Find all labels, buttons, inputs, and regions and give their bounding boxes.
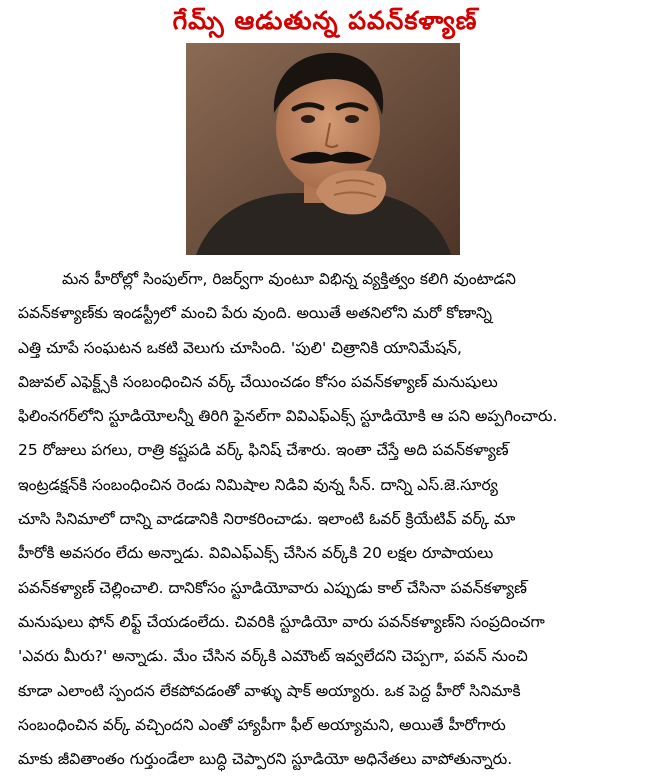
- headline: గేమ్స్ ఆడుతున్న పవన్‌కళ్యాణ్: [172, 6, 478, 35]
- article-line: పవన్‌కళ్యాణ్ చెల్లించాలి. దానికోసం స్టూడియోవారు ఎప్పుడు కాల్ చేసినా పవన్‌కళ్యాణ్: [18, 578, 527, 597]
- article-line: ఎత్తి చూపే సంఘటన ఒకటి వెలుగు చూసింది. 'పులి' చిత్రానికి యానిమేషన్,: [18, 338, 462, 357]
- article-line: పవన్‌కళ్యాణ్‌కు ఇండస్ట్రీలో మంచి పేరు వుంది. అయితే అతనిలోని మరో కోణాన్ని: [18, 304, 493, 323]
- portrait-photo: [186, 43, 460, 255]
- article-line: 'ఎవరు మీరు?' అన్నాడు. మేం చేసిన వర్క్‌కి ఎమౌంట్ ఇవ్వలేదని చెప్పగా, పవన్ నుంచి: [18, 647, 528, 666]
- article-line: ఇంట్రడక్షన్‌కి సంబంధించిన రెండు నిమిషాల నిడివి వున్న సీన్. దాన్ని ఎస్.జె.సూర్య: [18, 475, 498, 494]
- article-line: చూసి సినిమాలో దాన్ని వాడడానికి నిరాకరించాడు. ఇలాంటి ఓవర్ క్రియేటివ్ వర్క్ మా: [18, 510, 516, 529]
- article-line: కూడా ఎలాంటి స్పందన లేకపోవడంతో వాళ్ళు షాక్ అయ్యారు. ఒక పెద్ద హీరో సినిమాకి: [18, 681, 521, 700]
- article-line: విజువల్ ఎఫెక్ట్స్‌కి సంబంధించిన వర్క్ చేయించడం కోసం పవన్‌కళ్యాణ్ మనుషులు: [18, 372, 498, 391]
- article-line: మన హీరోల్లో సింపుల్‌గా, రిజర్వ్‌గా వుంటూ విభిన్న వ్యక్తిత్వం కలిగి వుంటాడని: [62, 270, 516, 288]
- article-line: మాకు జీవితాంతం గుర్తుండేలా బుద్ధి చెప్పారని స్టూడియో అధినేతలు వాపోతున్నారు.: [18, 750, 513, 769]
- article-line: ఫిలింనగర్‌లోని స్టూడియోలన్నీ తిరిగి ఫైనల్‌గా వివిఎఫ్ఎక్స్ స్టూడియోకి ఆ పని అప్పగించారు.: [18, 407, 558, 426]
- article-line: 25 రోజులు పగలు, రాత్రి కష్టపడి వర్క్ ఫినిష్ చేశారు. ఇంతా చేస్తే అది పవన్‌కళ్యాణ్: [18, 441, 509, 460]
- portrait-photo-icon: [186, 43, 460, 255]
- article-body: [18, 262, 632, 776]
- article-line: హీరోకి అవసరం లేదు అన్నాడు. వివిఎఫ్ఎక్స్ చేసిన వర్క్‌కి 20 లక్షల రూపాయలు: [18, 544, 494, 563]
- article-line: మనుషులు ఫోన్ లిఫ్ట్ చేయడంలేదు. చివరికి స్టూడియో వారు పవన్‌కళ్యాణ్‌ని సంప్రదించగా: [18, 612, 545, 631]
- article-line: సంబంధించిన వర్క్ వచ్చిందని ఎంతో హ్యాపీగా ఫీల్ అయ్యామని, అయితే హీరోగారు: [18, 715, 506, 734]
